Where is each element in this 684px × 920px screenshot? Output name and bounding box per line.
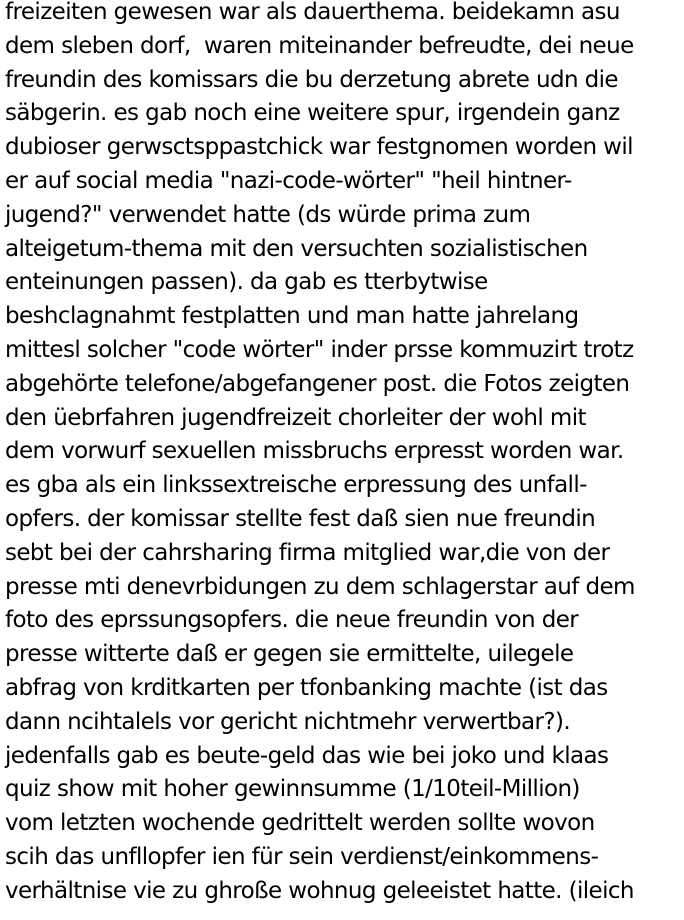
- body-text: [5, 0, 684, 909]
- text-line: er auf social media "nazi-code-wörter" "heil hintner-: [5, 167, 572, 194]
- text-line: sebt bei der cahrsharing firma mitglied war,die von der: [5, 539, 610, 566]
- text-line: scih das unfllopfer ien für sein verdienst/einkommens-: [5, 843, 599, 870]
- text-line: alteigetum-thema mit den versuchten sozialistischen: [5, 235, 588, 262]
- text-line: jedenfalls gab es beute-geld das wie bei joko und klaas: [5, 742, 609, 769]
- text-line: freundin des komissars die bu derzetung abrete udn die: [5, 66, 618, 93]
- text-line: jugend?" verwendet hatte (ds würde prima zum: [5, 201, 531, 228]
- text-line: presse mti denevrbidungen zu dem schlagerstar auf dem: [5, 573, 635, 600]
- text-line: dem sleben dorf, waren miteinander befreudte, dei neue: [5, 32, 634, 59]
- text-line: freizeiten gewesen war als dauerthema. beidekamn asu: [5, 0, 620, 25]
- text-line: verhältnise vie zu ghroße wohnug geleeistet hatte. (ileich: [5, 877, 634, 904]
- text-line: opfers. der komissar stellte fest daß sien nue freundin: [5, 505, 596, 532]
- text-line: abfrag von krditkarten per tfonbanking machte (ist das: [5, 674, 608, 701]
- text-line: abgehörte telefone/abgefangener post. die Fotos zeigten: [5, 370, 630, 397]
- text-line: presse witterte daß er gegen sie ermittelte, uilegele: [5, 641, 574, 668]
- text-line: vom letzten wochende gedrittelt werden sollte wovon: [5, 810, 595, 837]
- text-line: dem vorwurf sexuellen missbruchs erpresst worden war.: [5, 438, 624, 465]
- text-line: beshclagnahmt festplatten und man hatte jahrelang: [5, 303, 579, 330]
- text-line: mittesl solcher "code wörter" inder prsse kommuzirt trotz: [5, 336, 634, 363]
- text-line: den üebrfahren jugendfreizeit chorleiter der wohl mit: [5, 404, 586, 431]
- text-line: enteinungen passen). da gab es tterbytwise: [5, 269, 488, 296]
- text-line: dann ncihtalels vor gericht nichtmehr verwertbar?).: [5, 708, 571, 735]
- text-line: säbgerin. es gab noch eine weitere spur, irgendein ganz: [5, 100, 620, 127]
- text-line: quiz show mit hoher gewinnsumme (1/10teil-Million): [5, 776, 580, 803]
- text-line: dubioser gerwsctsppastchick war festgnomen worden wil: [5, 134, 633, 161]
- text-line: foto des eprssungsopfers. die neue freundin von der: [5, 607, 579, 634]
- text-line: es gba als ein linkssextreische erpressung des unfall-: [5, 472, 587, 499]
